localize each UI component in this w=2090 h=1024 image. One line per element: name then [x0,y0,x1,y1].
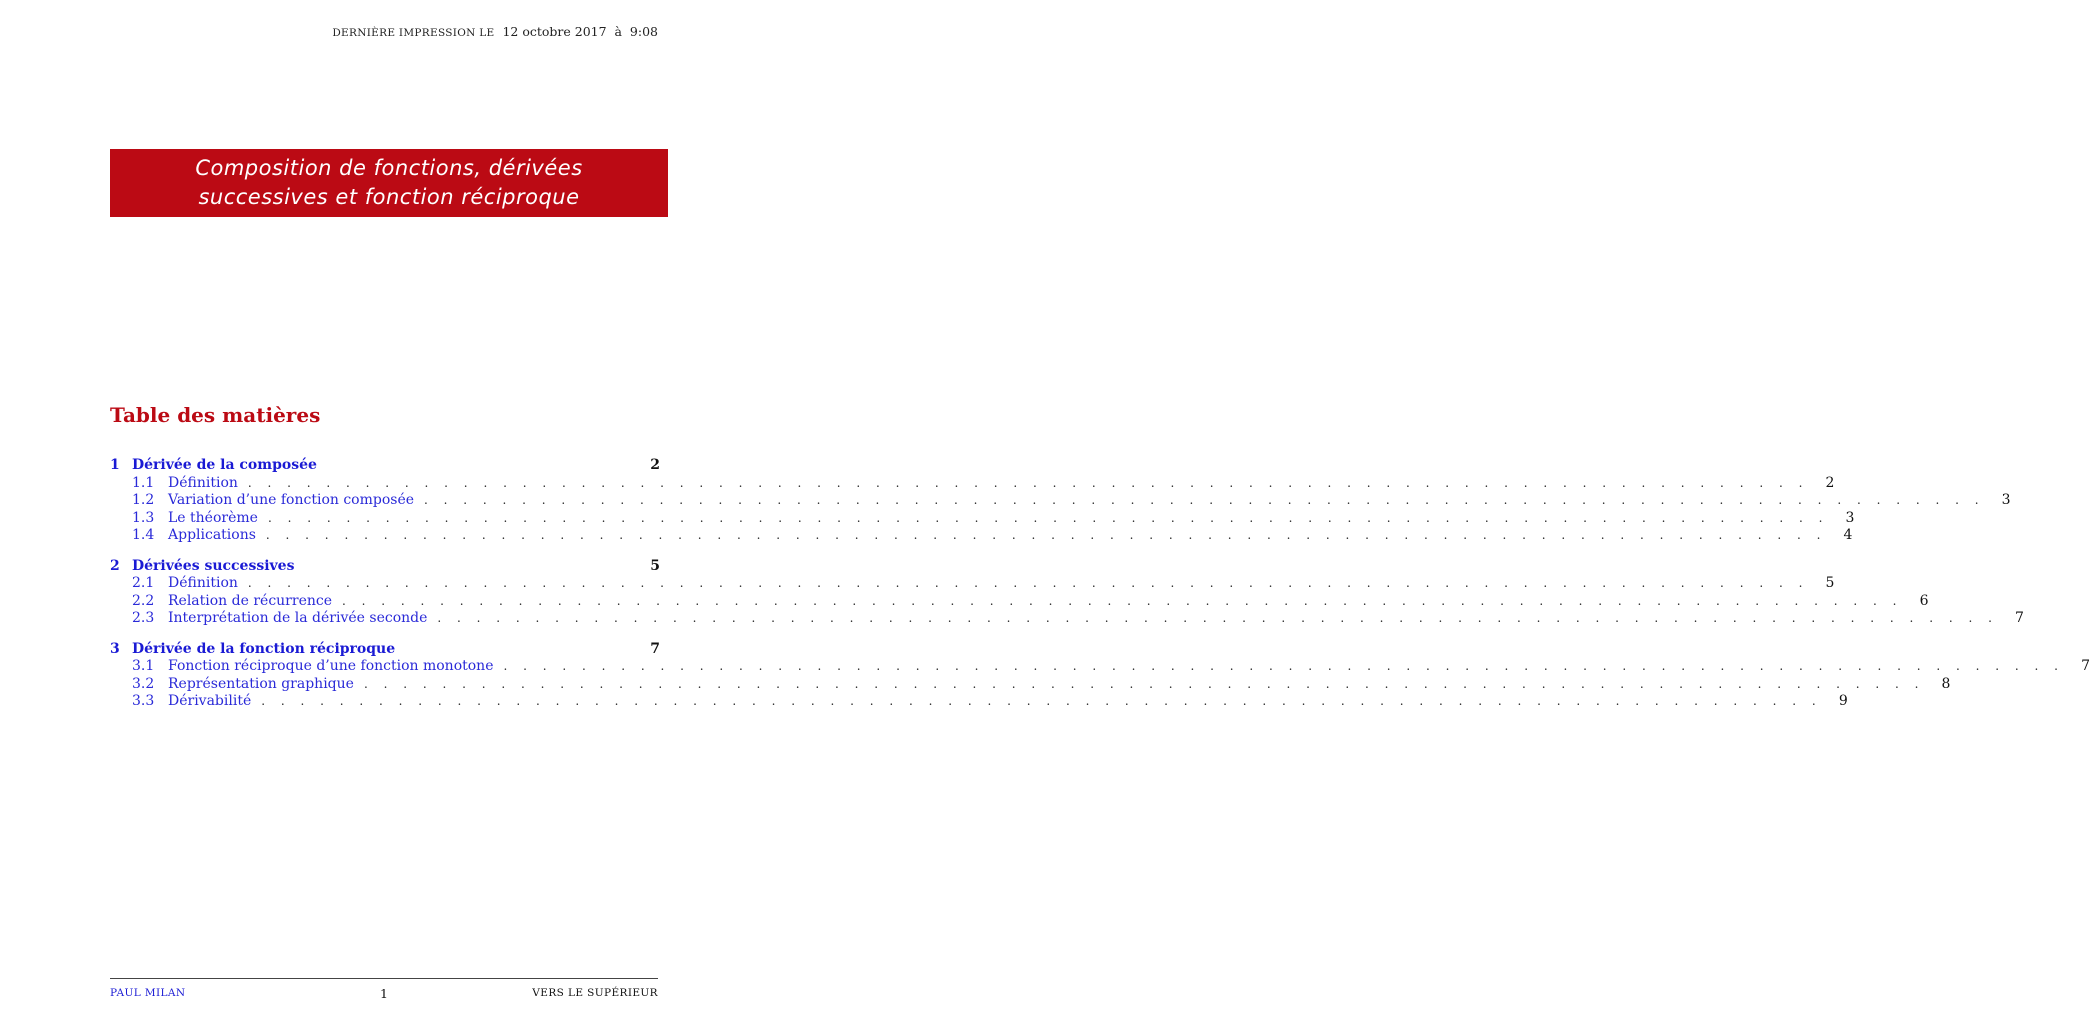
toc-subsection-page: 6 [1919,592,1929,609]
toc-section-link[interactable] [110,641,660,659]
toc-subsection-page: 8 [1941,675,1951,692]
toc-dot-leader: . . . . . . . . . . . . . . . . . . . . . . . . . . . . . . . . . . . . . . . . . . . . . . . . . . . . . . . . . . . . . . . . . . . . . . . . . . . . . . . . [247,475,1809,490]
document-title [154,154,624,212]
toc-subsection-link[interactable] [110,509,1855,528]
page-footer [110,986,658,1002]
toc-section-number: 1 [110,457,120,473]
toc-subsection-page: 3 [2001,492,2011,508]
toc-subsection-number: 1.3 [132,509,155,526]
toc-section-number: 3 [110,640,120,657]
toc-subsection-title: Dérivabilité [168,693,252,709]
toc-subsection-link[interactable] [110,575,1835,593]
toc-section-page: 5 [650,557,660,574]
toc-dot-leader: . . . . . . . . . . . . . . . . . . . . . . . . . . . . . . . . . . . . . . . . . . . . . . . . . . . . . . . . . . . . . . . . . . . . . . . . . . . . . . . . [424,493,1985,507]
toc-subsection-number: 3.2 [132,675,155,692]
toc-section [110,557,2024,628]
footer-author-link[interactable]: PAUL MILAN [110,987,186,999]
print-date-header [332,24,658,39]
toc-subsection-title: Variation d’une fonction composée [168,492,415,508]
toc-subsection-title: Définition [168,474,238,491]
toc-subsection-page: 7 [2014,610,2024,626]
toc-dot-leader: . . . . . . . . . . . . . . . . . . . . . . . . . . . . . . . . . . . . . . . . . . . . . . . . . . . . . . . . . . . . . . . . . . . . . . . . . . . . . . . . [267,510,1829,525]
toc-subsection-number: 2.3 [132,610,155,626]
toc-section [110,457,2011,545]
document-title-line-2: successives et fonction réciproque [198,185,580,209]
toc-section-title: Dérivées successives [132,557,295,574]
toc-subsection-link[interactable] [110,610,2024,628]
print-date: 12 octobre 2017 [502,24,607,39]
toc-subsection-title: Fonction réciproque d’une fonction monotone [168,658,494,674]
toc-subsection-page: 4 [1843,527,1853,543]
toc-dot-leader: . . . . . . . . . . . . . . . . . . . . . . . . . . . . . . . . . . . . . . . . . . . . . . . . . . . . . . . . . . . . . . . . . . . . . . . . . . . . . . . . [363,676,1925,691]
footer-right-text: VERS LE SUPÉRIEUR [532,987,658,999]
toc-subsection-page: 5 [1825,575,1835,591]
toc-dot-leader: . . . . . . . . . . . . . . . . . . . . . . . . . . . . . . . . . . . . . . . . . . . . . . . . . . . . . . . . . . . . . . . . . . . . . . . . . . . . . . . . [503,659,2064,673]
footer-page-number: 1 [380,986,388,1001]
toc-subsection-link[interactable] [110,592,1929,611]
toc-subsection-number: 1.1 [132,474,155,491]
print-at: à [614,24,622,39]
toc-subsection-title: Applications [168,527,256,543]
toc-subsection-page: 3 [1845,509,1855,526]
toc-dot-leader: . . . . . . . . . . . . . . . . . . . . . . . . . . . . . . . . . . . . . . . . . . . . . . . . . . . . . . . . . . . . . . . . . . . . . . . . . . . . . . . . [247,576,1809,590]
toc-section-page: 2 [650,457,660,473]
toc-subsection-number: 1.4 [132,527,155,543]
toc-subsection-link[interactable] [110,527,1853,545]
toc-subsection-link[interactable] [110,492,2011,510]
toc-subsection-number: 2.2 [132,592,155,609]
toc-subsection-title: Définition [168,575,238,591]
toc-subsection-title: Interprétation de la dérivée seconde [168,610,428,626]
toc-subsection-page: 9 [1838,693,1848,709]
toc-section-link[interactable] [110,558,660,576]
toc-subsection-page: 7 [2081,658,2090,674]
document-title-line-1: Composition de fonctions, dérivées [195,156,583,180]
toc-section-title: Dérivée de la composée [132,457,317,473]
toc-subsection-number: 3.1 [132,658,155,674]
toc-dot-leader: . . . . . . . . . . . . . . . . . . . . . . . . . . . . . . . . . . . . . . . . . . . . . . . . . . . . . . . . . . . . . . . . . . . . . . . . . . . . . . . . [265,528,1827,542]
toc-subsection-number: 1.2 [132,492,155,508]
toc-subsection-number: 3.3 [132,693,155,709]
toc-subsection-link[interactable] [110,474,1835,493]
toc-subsection-link[interactable] [110,675,1951,694]
toc-heading: Table des matières [110,403,321,427]
toc-subsection-link[interactable] [110,658,2090,676]
toc-section-page: 7 [650,640,660,657]
print-time: 9:08 [629,24,658,39]
table-of-contents [110,457,2090,724]
toc-section-link[interactable] [110,457,660,475]
toc-subsection-page: 2 [1825,474,1835,491]
toc-dot-leader: . . . . . . . . . . . . . . . . . . . . . . . . . . . . . . . . . . . . . . . . . . . . . . . . . . . . . . . . . . . . . . . . . . . . . . . . . . . . . . . . [437,611,1998,625]
toc-dot-leader: . . . . . . . . . . . . . . . . . . . . . . . . . . . . . . . . . . . . . . . . . . . . . . . . . . . . . . . . . . . . . . . . . . . . . . . . . . . . . . . . [342,593,1903,608]
toc-dot-leader: . . . . . . . . . . . . . . . . . . . . . . . . . . . . . . . . . . . . . . . . . . . . . . . . . . . . . . . . . . . . . . . . . . . . . . . . . . . . . . . . [261,694,1822,708]
toc-section-title: Dérivée de la fonction réciproque [132,640,396,657]
document-title-banner [110,149,668,217]
toc-subsection-title: Relation de récurrence [168,592,332,609]
footer-divider [110,978,658,979]
toc-subsection-title: Le théorème [168,509,258,526]
toc-subsection-number: 2.1 [132,575,155,591]
toc-section [110,640,2090,711]
toc-subsection-link[interactable] [110,693,1848,711]
toc-subsection-title: Représentation graphique [168,675,354,692]
print-date-prefix: DERNIÈRE IMPRESSION LE [332,27,495,39]
toc-section-number: 2 [110,557,120,574]
